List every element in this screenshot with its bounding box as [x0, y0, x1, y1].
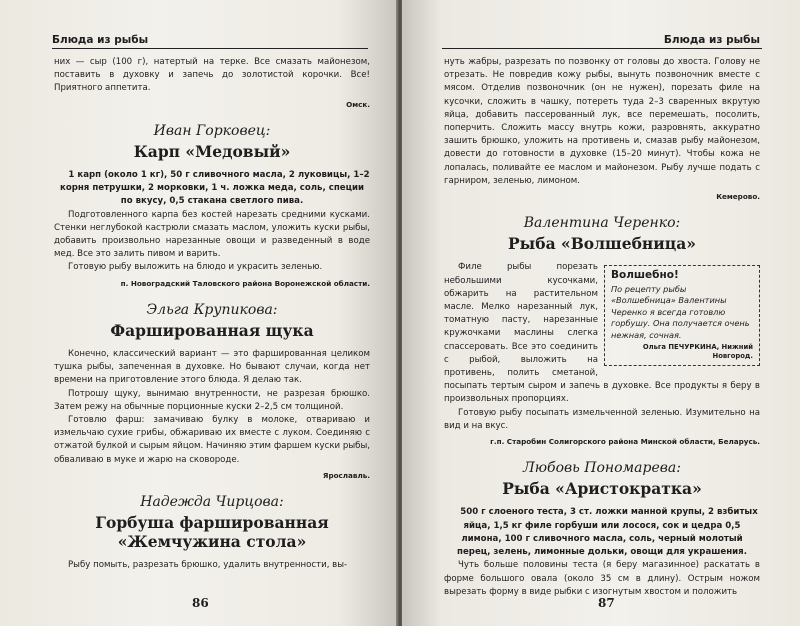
recipe-title: Карп «Медовый» — [133, 142, 291, 162]
left-page — [0, 0, 398, 626]
recipe-author: Эльга Крупикова: — [146, 301, 278, 318]
continued-text: них — сыр (100 г), натертый на терке. Все смазать майонезом, поставить в духовку и запечь до золотистой корочки. Все! Приятного аппетита. — [54, 57, 370, 94]
comment-box-title: Волшебно! — [611, 269, 679, 282]
recipe-title: Рыба «Аристократка» — [502, 479, 702, 499]
recipe-source: Ярославль. — [322, 470, 370, 480]
recipe-source: Кемерово. — [716, 192, 760, 202]
recipe-block — [54, 496, 370, 572]
recipe-paragraph: Филе рыбы порезать небольшими кусочками, обжарить на растительном масле. Мелко нарезанный лук, томатную пасту, нарезанные кружочками маслины слегка спассеровать. Все это соединить с рыбой, выложить на противень, полить сметаной, посыпать тертым сыром и запечь в духовке. Все продукты я беру в произвольных пропорциях. — [444, 262, 760, 405]
continued-text: нуть жабры, разрезать по позвонку от головы до хвоста. Голову не отрезать. Не повредив кожу рыбы, вынуть позвоночник вместе с мясом. Отделив позвоночник (он не нужен), порезать филе на кусочки, сложить в чашку, потереть туда 2–3 сваренных вкрутую яйца, добавить пассерованный лук, все перемешать, посолить, поперчить. Сложить массу внутрь кожи, разровнять, аккуратно зашить брюшко, уложить на противень и, смазав рыбу майонезом, довести до готовности в духовке (15–20 минут). Чтобы кожа не лопалась, поливайте ее маслом и майонезом. Рыбу лучше подать с гарниром, зеленью, лимоном. — [444, 57, 760, 186]
recipe-author: Надежда Чирцова: — [140, 494, 284, 511]
recipe-ingredients: 500 г слоеного теста, 3 ст. ложки манной крупы, 2 взбитых яйца, 1,5 кг филе горбуши или лосося, сок и цедра 0,5 лимона, 100 г сливочного масла, соль, черный молотый перец, зелень, лимонные дольки, овощи для украшения. — [457, 507, 758, 558]
recipe-block — [444, 217, 760, 448]
recipe-block — [444, 462, 760, 599]
page-number: 87 — [598, 596, 615, 610]
recipe-paragraph: Готовлю фарш: замачиваю булку в молоке, отвариваю и измельчаю сухие грибы, обжариваю их вместе с луком. Соединяю с отжатой булкой и сырым яйцом. Начиняю этим фаршем куски рыбы, обваливаю в муке и жарю на сковороде. — [54, 415, 370, 465]
right-page — [402, 0, 800, 626]
recipe-paragraph: Конечно, классический вариант — это фаршированная целиком тушка рыбы, запеченная в духовке. Но бывают случаи, когда нет времени на приготовление этого блюда. Я делаю так. — [54, 349, 370, 386]
recipe-paragraph: Потрошу щуку, вынимаю внутренности, не разрезая брюшко. Затем режу на обычные порционные куски 2–2,5 см толщиной. — [54, 388, 370, 412]
recipe-paragraph: Подготовленного карпа без костей нарезать средними кусками. Стенки неглубокой кастрюли смазать маслом, уложить куски рыбы, добавить произвольно нарезанные овощи и разведенный в воде мед. Все это залить пивом и варить. — [54, 209, 370, 260]
right-column — [444, 56, 760, 599]
recipe-author: Валентина Черенко: — [523, 215, 681, 232]
recipe-block — [54, 122, 370, 290]
recipe-title: Фаршированная щука — [110, 321, 314, 341]
recipe-ingredients: 1 карп (около 1 кг), 50 г сливочного масла, 2 луковицы, 1–2 корня петрушки, 2 морковки, 1 ч. ложка меда, соль, специи по вкусу, 0,5 стакана светлого пива. — [59, 170, 370, 207]
header-rule — [52, 48, 368, 49]
left-column — [54, 56, 370, 572]
comment-box-text: По рецепту рыбы «Волшебница» Валентины Черенко я всегда готовлю горбушу. Она получается очень нежная, сочная. — [611, 283, 750, 340]
running-head: Блюда из рыбы — [52, 34, 149, 46]
recipe-author: Любовь Пономарева: — [523, 460, 681, 477]
recipe-author: Иван Горковец: — [153, 122, 271, 139]
recipe-source: Омск. — [346, 99, 370, 109]
comment-box-signature: Ольга ПЕЧУРКИНА, Нижний Новгород. — [642, 343, 753, 361]
recipe-paragraph: Рыбу помыть, разрезать брюшко, удалить внутренности, вы- — [68, 560, 348, 571]
recipe-paragraph: Чуть больше половины теста (я беру магазинное) раскатать в форме большого овала (около 35 см в длину). Острым ножом вырезать форму в виде рыбки с изогнутым хвостом и положить — [444, 560, 760, 597]
recipe-block — [54, 301, 370, 482]
recipe-source: п. Новоградский Таловского района Воронежской области. — [120, 278, 370, 288]
page-number: 86 — [192, 596, 209, 610]
recipe-source: г.п. Старобин Солигорского района Минской области, Беларусь. — [490, 437, 760, 447]
running-head: Блюда из рыбы — [663, 34, 760, 46]
recipe-paragraph: Готовую рыбу выложить на блюдо и украсить зеленью. — [68, 262, 323, 273]
recipe-paragraph: Готовую рыбу посыпать измельченной зеленью. Изумительно на вид и на вкус. — [444, 407, 760, 431]
reader-comment-box — [604, 265, 760, 366]
header-rule — [442, 48, 762, 49]
recipe-title: Рыба «Волшебница» — [508, 234, 696, 254]
recipe-title: Горбуша фаршированная «Жемчужина стола» — [95, 513, 329, 552]
